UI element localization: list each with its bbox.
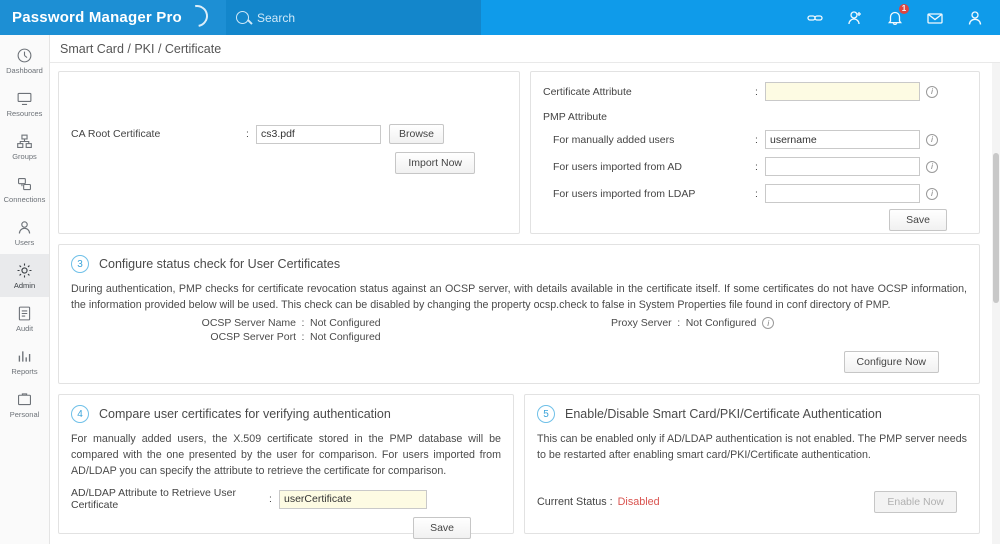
- sidebar-item-groups[interactable]: [0, 125, 49, 168]
- ocsp-server-port-value: Not Configured: [310, 331, 381, 344]
- card-title: Configure status check for User Certificates: [99, 257, 341, 271]
- sidebar-item-label: Reports: [11, 366, 38, 376]
- info-icon[interactable]: i: [926, 86, 938, 98]
- colon: :: [755, 160, 758, 173]
- colon: :: [755, 133, 758, 146]
- sidebar-item-label: Admin: [13, 280, 36, 290]
- personal-icon: [16, 391, 33, 408]
- gear-icon: [16, 262, 33, 279]
- info-icon[interactable]: i: [762, 317, 774, 329]
- search-icon: [236, 11, 249, 24]
- certificate-attribute-input[interactable]: [765, 82, 920, 101]
- main-content: [50, 35, 1000, 544]
- row-bottom: [58, 394, 992, 534]
- ocsp-server-name-label: OCSP Server Name: [201, 317, 296, 330]
- row-top: [58, 71, 992, 234]
- step-number: 5: [537, 405, 555, 423]
- card-description: For manually added users, the X.509 certificate stored in the PMP database will be compared with the one presented by the user for comparison. For users imported from AD/LDAP you can specify the attribute to retrieve the certificate for comparison.: [71, 433, 501, 478]
- colon: :: [246, 128, 249, 140]
- enable-now-button[interactable]: Enable Now: [874, 491, 957, 513]
- save-compare-button[interactable]: Save: [413, 517, 471, 539]
- ocsp-server-name-value: Not Configured: [310, 317, 381, 330]
- ocsp-server-port-label: OCSP Server Port: [210, 331, 296, 344]
- card-description: During authentication, PMP checks for certificate revocation status against an OCSP server, with details available in the certificate itself. If some certificates do not have OCSP information, the information provided below will be used. This check can be disabled by changing the property ocsp.check to false in System Properties file found in conf directory of PMP.: [71, 283, 967, 312]
- pmp-attribute-header: PMP Attribute: [543, 111, 608, 123]
- card-compare-certificates: [58, 394, 514, 534]
- colon: :: [755, 187, 758, 200]
- scrollbar-thumb[interactable]: [993, 153, 999, 303]
- user-add-icon[interactable]: [846, 9, 864, 27]
- global-search[interactable]: [226, 0, 481, 35]
- info-icon[interactable]: i: [926, 134, 938, 146]
- panels-container: [50, 63, 1000, 542]
- account-icon[interactable]: [966, 9, 984, 27]
- sidebar-item-label: Resources: [6, 108, 43, 118]
- row-status-check: [58, 244, 992, 384]
- colon: :: [269, 493, 272, 506]
- colon: :: [301, 331, 305, 344]
- connections-icon: [16, 176, 33, 193]
- browse-button[interactable]: Browse: [389, 124, 444, 144]
- card-title: Enable/Disable Smart Card/PKI/Certificate Authentication: [565, 407, 882, 422]
- current-status-label: Current Status :: [537, 496, 613, 509]
- top-bar: [0, 0, 1000, 35]
- ca-root-certificate-label: CA Root Certificate: [71, 128, 161, 140]
- import-now-button[interactable]: Import Now: [395, 152, 475, 174]
- certificate-attribute-label: Certificate Attribute: [543, 85, 632, 98]
- monitor-icon: [16, 90, 33, 107]
- colon: :: [301, 317, 305, 330]
- sidebar-item-connections[interactable]: [0, 168, 49, 211]
- gauge-icon: [16, 47, 33, 64]
- card-title: Compare user certificates for verifying authentication: [99, 407, 391, 422]
- sidebar: [0, 35, 50, 544]
- save-pmp-attribute-button[interactable]: Save: [889, 209, 947, 231]
- sidebar-item-label: Connections: [3, 194, 46, 204]
- app-title: Password Manager Pro: [12, 9, 182, 26]
- audit-icon: [16, 305, 33, 322]
- colon: :: [677, 317, 681, 330]
- ca-root-certificate-input[interactable]: [256, 125, 381, 144]
- sidebar-item-personal[interactable]: [0, 383, 49, 426]
- notification-badge: 1: [899, 4, 909, 14]
- ad-users-input[interactable]: [765, 157, 920, 176]
- sidebar-item-dashboard[interactable]: [0, 39, 49, 82]
- manual-users-label: For manually added users: [553, 133, 675, 146]
- proxy-server-label: Proxy Server: [611, 317, 672, 330]
- adldap-attribute-label: AD/LDAP Attribute to Retrieve User Certificate: [71, 487, 236, 512]
- ldap-users-label: For users imported from LDAP: [553, 187, 696, 200]
- sidebar-item-resources[interactable]: [0, 82, 49, 125]
- card-ca-root-certificate: [58, 71, 520, 234]
- info-icon[interactable]: i: [926, 188, 938, 200]
- manual-users-input[interactable]: [765, 130, 920, 149]
- sidebar-item-users[interactable]: [0, 211, 49, 254]
- card-enable-authentication: [524, 394, 980, 534]
- step-number: 3: [71, 255, 89, 273]
- app-logo[interactable]: [0, 0, 226, 35]
- bell-icon[interactable]: [886, 3, 907, 27]
- ad-users-label: For users imported from AD: [553, 160, 682, 173]
- top-bar-actions: [806, 3, 1000, 27]
- card-status-check: [58, 244, 980, 384]
- ldap-users-input[interactable]: [765, 184, 920, 203]
- colon: :: [755, 85, 758, 98]
- sidebar-item-reports[interactable]: [0, 340, 49, 383]
- sidebar-item-admin[interactable]: [0, 254, 49, 297]
- vertical-scrollbar[interactable]: [992, 63, 1000, 544]
- mail-icon[interactable]: [926, 9, 944, 27]
- card-description: This can be enabled only if AD/LDAP authentication is not enabled. The PMP server needs to be restarted after enabling smart card/PKI/Certificate authentication.: [537, 433, 967, 462]
- info-icon[interactable]: i: [926, 161, 938, 173]
- chart-icon: [16, 348, 33, 365]
- sidebar-item-audit[interactable]: [0, 297, 49, 340]
- search-placeholder: Search: [257, 10, 296, 25]
- sidebar-item-label: Users: [14, 237, 35, 247]
- adldap-attribute-input[interactable]: [279, 490, 427, 509]
- proxy-server-value: Not Configured: [685, 317, 757, 330]
- configure-now-button[interactable]: Configure Now: [844, 351, 939, 373]
- sidebar-item-label: Dashboard: [6, 65, 43, 75]
- page-title: Smart Card / PKI / Certificate: [50, 35, 1000, 63]
- link-icon[interactable]: [806, 9, 824, 27]
- sidebar-item-label: Audit: [15, 323, 34, 333]
- groups-icon: [16, 133, 33, 150]
- step-number: 4: [71, 405, 89, 423]
- sidebar-item-label: Personal: [9, 409, 40, 419]
- card-pmp-attribute: [530, 71, 980, 234]
- status-badge: Disabled: [617, 496, 660, 509]
- logo-swoosh-icon: [182, 1, 213, 32]
- sidebar-item-label: Groups: [12, 151, 37, 161]
- user-icon: [16, 219, 33, 236]
